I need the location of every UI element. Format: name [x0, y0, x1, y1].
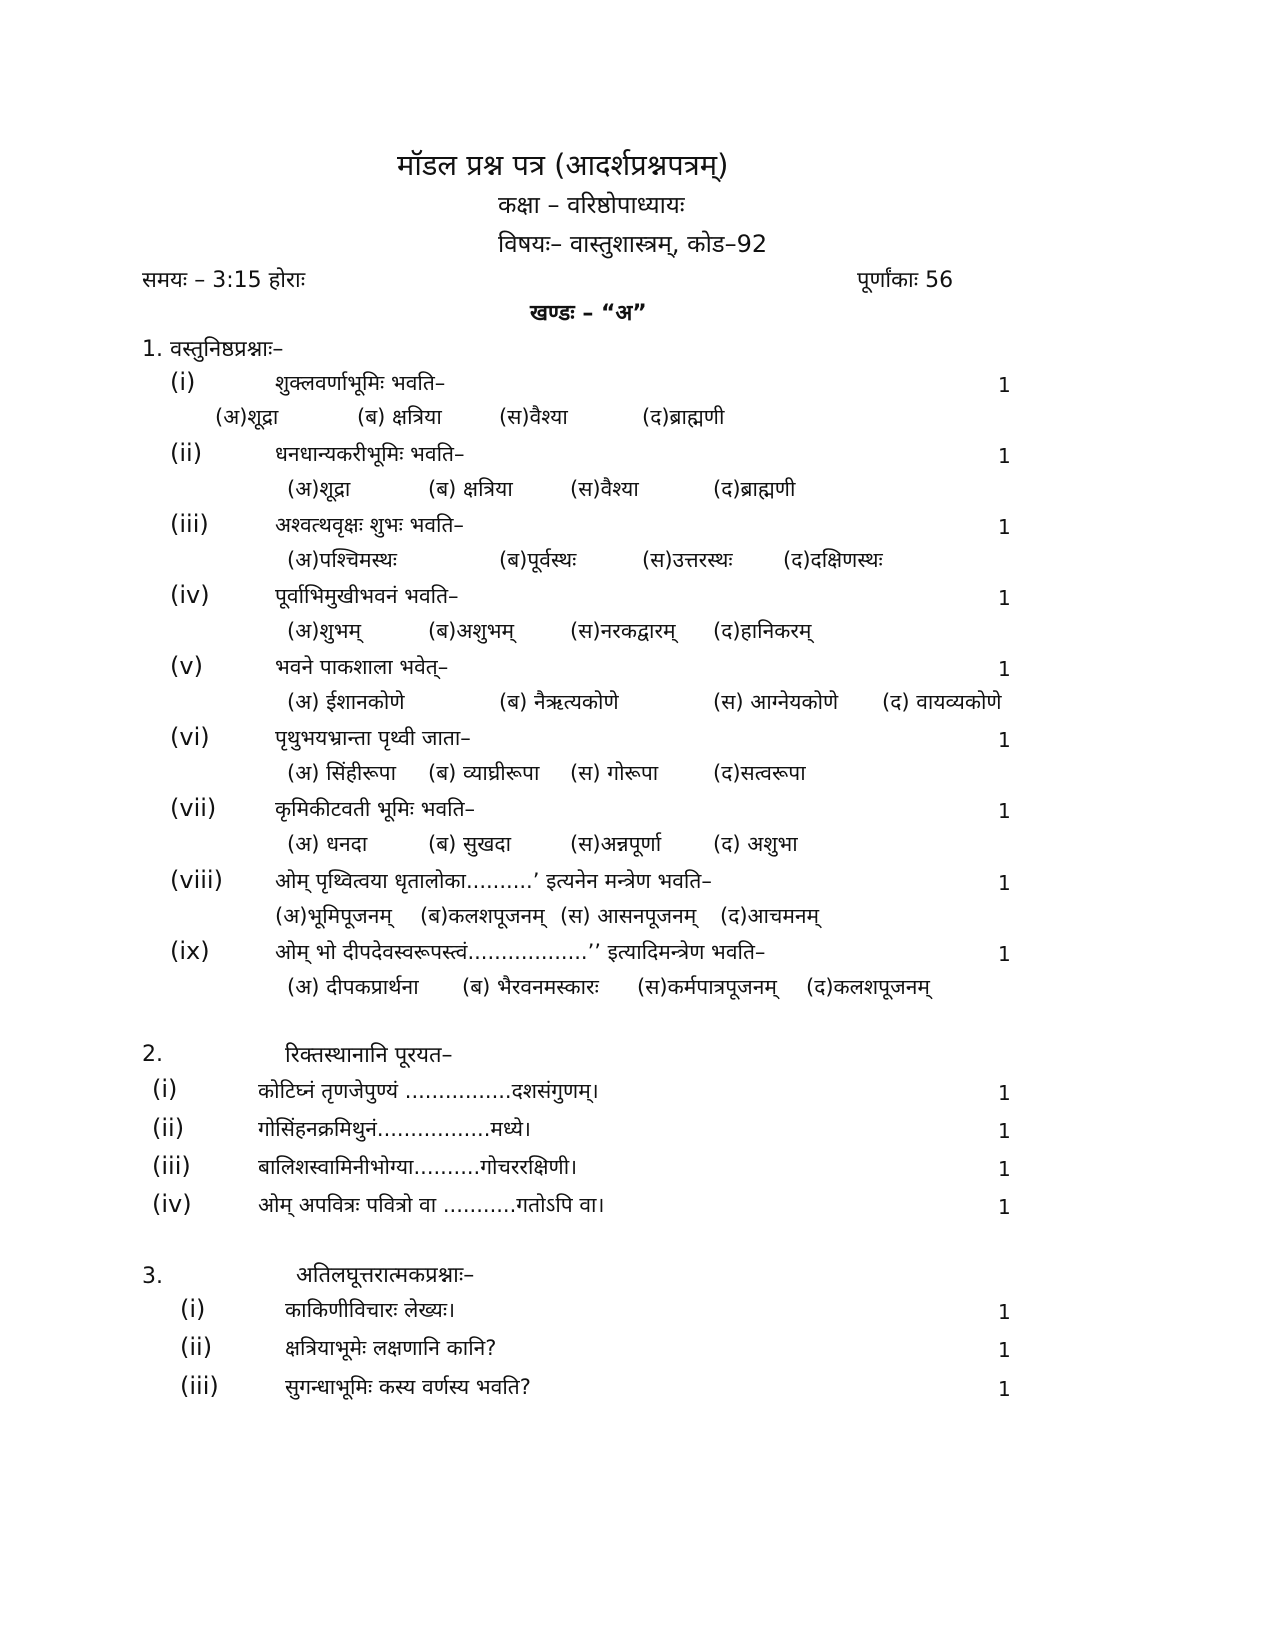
q1-item-text: अश्वत्थवृक्षः शुभः भवति–: [275, 513, 464, 537]
option-c: (स)अन्नपूर्णा: [570, 832, 662, 856]
q3-heading: अतिलघूत्तरात्मकप्रश्नाः–: [296, 1263, 475, 1288]
q1-item-number: (vi): [170, 723, 210, 751]
q3-item-number: (ii): [180, 1333, 213, 1361]
option-d: (द) अशुभा: [713, 832, 798, 856]
q1-item-text: पृथुभयभ्रान्ता पृथ्वी जाता–: [275, 726, 471, 750]
q1-item-text: ओम् पृथ्वित्वया धृतालोका..........’ इत्यनेन मन्त्रेण भवति–: [275, 869, 712, 893]
q2-item-marks: 1: [998, 1195, 1011, 1219]
option-b: (ब) नैऋत्यकोणे: [499, 690, 619, 714]
option-d: (द)हानिकरम्: [713, 619, 812, 643]
option-d: (द)आचमनम्: [720, 904, 820, 928]
full-marks: पूर्णांकाः 56: [857, 268, 954, 293]
q1-item-marks: 1: [998, 799, 1011, 823]
q2-item-text: गोसिंहनक्रमिथुनं.................मध्ये।: [258, 1117, 531, 1141]
option-d: (द) वायव्यकोणे: [882, 690, 1002, 714]
q3-item-marks: 1: [998, 1338, 1011, 1362]
q2-item-number: (i): [152, 1075, 178, 1103]
q1-item-marks: 1: [998, 728, 1011, 752]
option-a: (अ)पश्चिमस्थः: [287, 548, 398, 572]
class-line: कक्षा – वरिष्ठोपाध्यायः: [498, 191, 685, 219]
q2-item-marks: 1: [998, 1119, 1011, 1143]
q3-item-marks: 1: [998, 1377, 1011, 1401]
option-a: (अ)शूद्रा: [287, 477, 351, 501]
q3-item-text: क्षत्रियाभूमेः लक्षणानि कानि?: [285, 1336, 497, 1360]
q2-heading: रिक्तस्थानानि पूरयत–: [285, 1043, 453, 1068]
option-d: (द)कलशपूजनम्: [806, 975, 930, 999]
option-c: (स)उत्तरस्थः: [642, 548, 733, 572]
option-d: (द)ब्राह्मणी: [713, 477, 796, 501]
option-b: (ब)कलशपूजनम्: [420, 904, 545, 928]
option-c: (स)वैश्या: [499, 405, 568, 429]
q3-item-text: सुगन्धाभूमिः कस्य वर्णस्य भवति?: [285, 1375, 531, 1399]
q2-item-number: (iv): [152, 1190, 192, 1218]
q2-item-text: बालिशस्वामिनीभोग्या..........गोचररक्षिणी।: [258, 1155, 578, 1179]
q2-item-text: ओम् अपवित्रः पवित्रो वा ...........गतोऽपि वा।: [258, 1193, 605, 1217]
option-d: (द)दक्षिणस्थः: [783, 548, 883, 572]
q1-item-number: (v): [170, 652, 203, 680]
q1-item-number: (iv): [170, 581, 210, 609]
q1-item-marks: 1: [998, 942, 1011, 966]
q1-item-marks: 1: [998, 586, 1011, 610]
option-c: (स) आसनपूजनम्: [560, 904, 697, 928]
q1-item-text: शुक्लवर्णाभूमिः भवति–: [275, 371, 446, 395]
q2-item-number: (iii): [152, 1152, 191, 1180]
q3-item-number: (i): [180, 1295, 206, 1323]
option-b: (ब) भैरवनमस्कारः: [462, 975, 599, 999]
q1-item-text: ओम् भो दीपदेवस्वरूपस्त्वं..................’’ इत्यादिमन्त्रेण भवति–: [275, 940, 766, 964]
q3-item-marks: 1: [998, 1300, 1011, 1324]
option-a: (अ)भूमिपूजनम्: [275, 904, 392, 928]
option-a: (अ) ईशानकोणे: [287, 690, 405, 714]
q2-item-marks: 1: [998, 1157, 1011, 1181]
option-c: (स)कर्मपात्रपूजनम्: [637, 975, 777, 999]
section-heading: खण्डः – “अ”: [530, 301, 647, 326]
q1-item-number: (i): [170, 368, 196, 396]
option-a: (अ) दीपकप्रार्थना: [287, 975, 419, 999]
option-a: (अ) धनदा: [287, 832, 368, 856]
option-a: (अ) सिंहीरूपा: [287, 761, 397, 785]
q1-heading: 1. वस्तुनिष्ठप्रश्नाः–: [142, 337, 284, 362]
option-c: (स)वैश्या: [570, 477, 639, 501]
q1-item-marks: 1: [998, 444, 1011, 468]
q1-item-text: कृमिकीटवती भूमिः भवति–: [275, 797, 476, 821]
option-c: (स) आग्नेयकोणे: [713, 690, 839, 714]
q2-item-marks: 1: [998, 1081, 1011, 1105]
option-c: (स)नरकद्वारम्: [570, 619, 676, 643]
option-a: (अ)शूद्रा: [215, 405, 279, 429]
q2-number: 2.: [142, 1042, 163, 1067]
q1-item-number: (viii): [170, 866, 223, 894]
q2-item-number: (ii): [152, 1114, 185, 1142]
q1-item-number: (ii): [170, 439, 203, 467]
q1-item-marks: 1: [998, 373, 1011, 397]
q3-item-text: काकिणीविचारः लेख्यः।: [285, 1298, 456, 1322]
q1-item-marks: 1: [998, 871, 1011, 895]
option-c: (स) गोरूपा: [570, 761, 659, 785]
option-d: (द)ब्राह्मणी: [642, 405, 725, 429]
time-allowed: समयः – 3:15 होराः: [142, 268, 306, 293]
q1-item-number: (ix): [170, 937, 210, 965]
q1-item-text: पूर्वाभिमुखीभवनं भवति–: [275, 584, 459, 608]
option-a: (अ)शुभम्: [287, 619, 362, 643]
q3-item-number: (iii): [180, 1372, 219, 1400]
option-b: (ब) क्षत्रिया: [357, 405, 442, 429]
option-b: (ब)पूर्वस्थः: [499, 548, 577, 572]
option-b: (ब) सुखदा: [428, 832, 512, 856]
q1-item-number: (vii): [170, 794, 217, 822]
q1-item-marks: 1: [998, 515, 1011, 539]
paper-title: मॉडल प्रश्न पत्र (आदर्शप्रश्नपत्रम्): [397, 148, 729, 182]
option-b: (ब) क्षत्रिया: [428, 477, 513, 501]
q2-item-text: कोटिघ्नं तृणजेपुण्यं ................दशसंगुणम्।: [258, 1079, 599, 1103]
option-b: (ब)अशुभम्: [428, 619, 515, 643]
q3-number: 3.: [142, 1264, 163, 1289]
option-d: (द)सत्वरूपा: [713, 761, 806, 785]
q1-item-marks: 1: [998, 657, 1011, 681]
q1-item-number: (iii): [170, 510, 209, 538]
subject-line: विषयः– वास्तुशास्त्रम्, कोड–92: [498, 230, 768, 258]
q1-item-text: भवने पाकशाला भवेत्–: [275, 655, 449, 679]
q1-item-text: धनधान्यकरीभूमिः भवति–: [275, 442, 465, 466]
option-b: (ब) व्याघ्रीरूपा: [428, 761, 540, 785]
